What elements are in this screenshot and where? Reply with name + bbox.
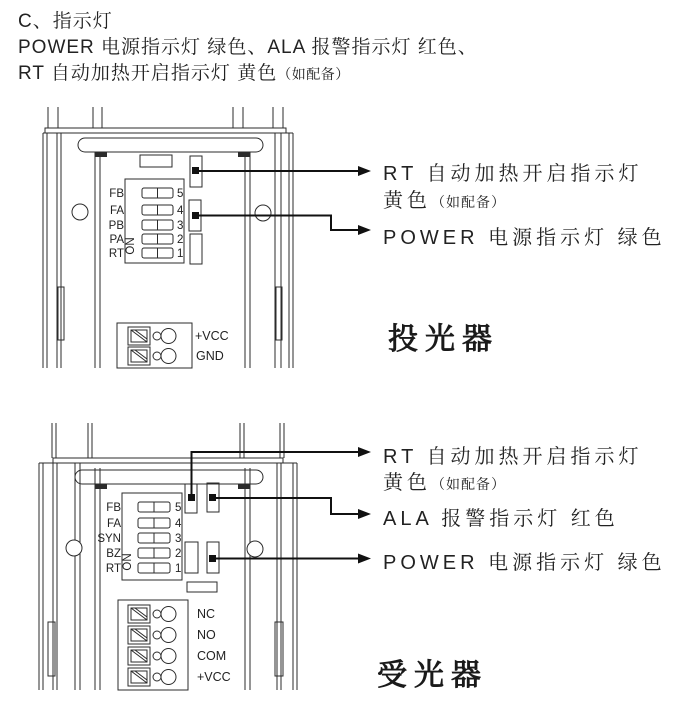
dip-number: 1 <box>177 248 184 260</box>
screw-hole-left <box>72 204 88 220</box>
receiver-title: 受光器 <box>377 659 488 692</box>
screw-hole-right <box>247 541 263 557</box>
dip-on-label: ON <box>125 237 137 255</box>
dip-on-label: ON <box>122 553 134 571</box>
terminal-row <box>128 668 231 686</box>
terminal-label: +VCC <box>197 670 231 684</box>
dip-number: 3 <box>175 533 182 545</box>
dip-label: PB <box>108 220 124 232</box>
terminal-label: NC <box>197 607 216 621</box>
dip-label: FB <box>106 502 121 514</box>
rt-arrowhead <box>358 447 371 457</box>
window-slot <box>187 582 217 592</box>
screw-hole-left <box>66 540 82 556</box>
emitter-power-annotation: POWER 电源指示灯 绿色 <box>383 227 666 249</box>
dip-number: 2 <box>177 234 184 246</box>
terminal-row <box>128 605 215 623</box>
spare-indicator-slot <box>190 234 202 264</box>
receiver-dip-switch-block <box>97 493 182 580</box>
clip-right <box>238 484 250 489</box>
dip-number: 2 <box>175 548 182 560</box>
clip-left <box>95 484 107 489</box>
emitter-title: 投光器 <box>388 323 499 356</box>
terminal-row <box>128 647 226 665</box>
terminal-row <box>128 626 216 644</box>
header-line-rt-note: （如配备） <box>277 66 350 82</box>
dip-label: FA <box>106 518 121 530</box>
side-slot-left <box>48 622 55 676</box>
terminal-row <box>128 347 224 365</box>
dip-label: SYN <box>97 533 121 545</box>
ala-arrowhead <box>358 509 371 519</box>
dip-label: RT <box>105 563 121 575</box>
lens-cap-bar <box>75 470 263 484</box>
dip-label: FB <box>109 188 124 200</box>
emitter-indicators <box>189 156 202 264</box>
receiver-indicators <box>185 483 219 592</box>
section-heading: C、指示灯 <box>18 11 113 32</box>
header-line-power-ala: POWER 电源指示灯 绿色、ALA 报警指示灯 红色、 <box>18 37 478 58</box>
emitter-annotation-arrows <box>196 166 371 235</box>
power-arrowhead <box>358 554 371 564</box>
clip-right <box>238 152 250 157</box>
dip-number: 4 <box>177 205 184 217</box>
dip-label: FA <box>109 205 124 217</box>
receiver-rt-color: 黄色 <box>383 472 431 494</box>
emitter-diagram <box>30 100 380 410</box>
header-line-rt-main: RT 自动加热开启指示灯 黄色 <box>18 63 278 84</box>
dip-number: 5 <box>177 188 184 200</box>
receiver-diagram <box>30 405 380 705</box>
side-slot-right <box>275 622 283 676</box>
ala-arrow-line <box>213 498 359 514</box>
lens-cap-bar <box>78 138 263 152</box>
header-line-rt <box>18 58 350 85</box>
receiver-ala-annotation: ALA 报警指示灯 红色 <box>383 508 619 530</box>
emitter-dip-switch-block <box>109 179 184 263</box>
power-arrow-line <box>196 216 359 231</box>
dip-number: 3 <box>177 220 184 232</box>
dip-label: PA <box>109 234 124 246</box>
emitter-terminal-block <box>117 323 229 368</box>
receiver-rt-annotation: RT 自动加热开启指示灯 <box>383 446 643 468</box>
emitter-rt-annotation-sub <box>383 184 506 213</box>
rt-arrowhead <box>358 166 371 176</box>
dip-number: 1 <box>175 563 182 575</box>
terminal-label: GND <box>196 349 224 363</box>
clip-left <box>95 152 107 157</box>
spare-indicator-slot <box>185 542 198 573</box>
dip-label: BZ <box>106 548 121 560</box>
screw-hole-right <box>255 205 271 221</box>
terminal-label: NO <box>197 628 216 642</box>
power-arrowhead <box>358 225 371 235</box>
window-slot <box>140 155 172 167</box>
terminal-label: +VCC <box>195 329 229 343</box>
dip-label: RT <box>108 248 124 260</box>
terminal-row <box>128 327 229 345</box>
receiver-rt-note: （如配备） <box>431 476 506 492</box>
emitter-rt-note: （如配备） <box>431 194 506 210</box>
rt-arrow-line <box>192 452 360 497</box>
emitter-rt-color: 黄色 <box>383 190 431 212</box>
receiver-rt-annotation-sub <box>383 466 506 495</box>
terminal-label: COM <box>197 649 227 663</box>
dip-number: 4 <box>175 518 182 530</box>
emitter-rt-annotation: RT 自动加热开启指示灯 <box>383 163 643 185</box>
dip-number: 5 <box>175 502 182 514</box>
receiver-terminal-block <box>118 600 231 690</box>
receiver-power-annotation: POWER 电源指示灯 绿色 <box>383 552 666 574</box>
